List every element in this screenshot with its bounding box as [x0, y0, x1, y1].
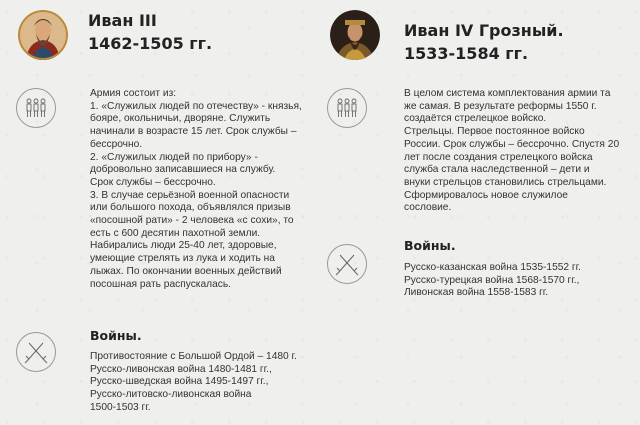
right-wars-title: Войны.: [404, 238, 456, 253]
soldiers-icon: [327, 88, 367, 128]
right-ruler-name: Иван IV Грозный.: [404, 21, 564, 40]
crossed-swords-icon: [327, 244, 367, 284]
soldiers-icon: [16, 88, 56, 128]
right-army-text: В целом система комплектования армии та же самая. В результате реформы 1550 г. создаётся стрелецкое войско. Стрельцы. Первое постоянное войско России. Срок службы – бессрочно. Спустя 20 лет после создания стрелецкого войска служба стала наследственной – дети и внуки стрельцов становились стрельцами. Сформировалось новое служилое сословие.: [404, 88, 620, 214]
right-ruler-years: 1533-1584 гг.: [404, 44, 529, 63]
left-wars-text: Противостояние с Большой Ордой – 1480 г. Русско-ливонская война 1480-1481 гг., Русско-шведская война 1495-1497 гг., Русско-литовско-ливонская война 1500-1503 гг.: [90, 351, 297, 413]
left-wars-title: Войны.: [90, 328, 142, 343]
left-ruler-name: Иван III: [88, 11, 157, 30]
portrait-ivan-iii: [18, 10, 68, 60]
crossed-swords-icon: [16, 332, 56, 372]
left-army-text: Армия состоит из: 1. «Служилых людей по отечеству» - князья, бояре, окольничьи, дворяне. Служить начинали в возрасте 15 лет. Срок службы – бессрочно. 2. «Служилых людей по прибору» - добровольно записавшиеся на службу. Срок службы – бессрочно. 3. В случае серьёзной военной опасности или большого похода, объявлялся призыв «посошной рати» - 2 человека «с сохи», то есть с 600 десятин пахотной земли. Набирались люди 25-40 лет, здоровые, умеющие стрелять из лука и ходить на лыжах. По окончании военных действий посошная рать распускалась.: [90, 88, 302, 290]
left-ruler-years: 1462-1505 гг.: [88, 34, 213, 53]
right-wars-text: Русско-казанская война 1535-1552 гг. Русско-турецкая война 1568-1570 гг., Ливонская война 1558-1583 гг.: [404, 262, 581, 299]
portrait-ivan-iv: [330, 10, 380, 60]
